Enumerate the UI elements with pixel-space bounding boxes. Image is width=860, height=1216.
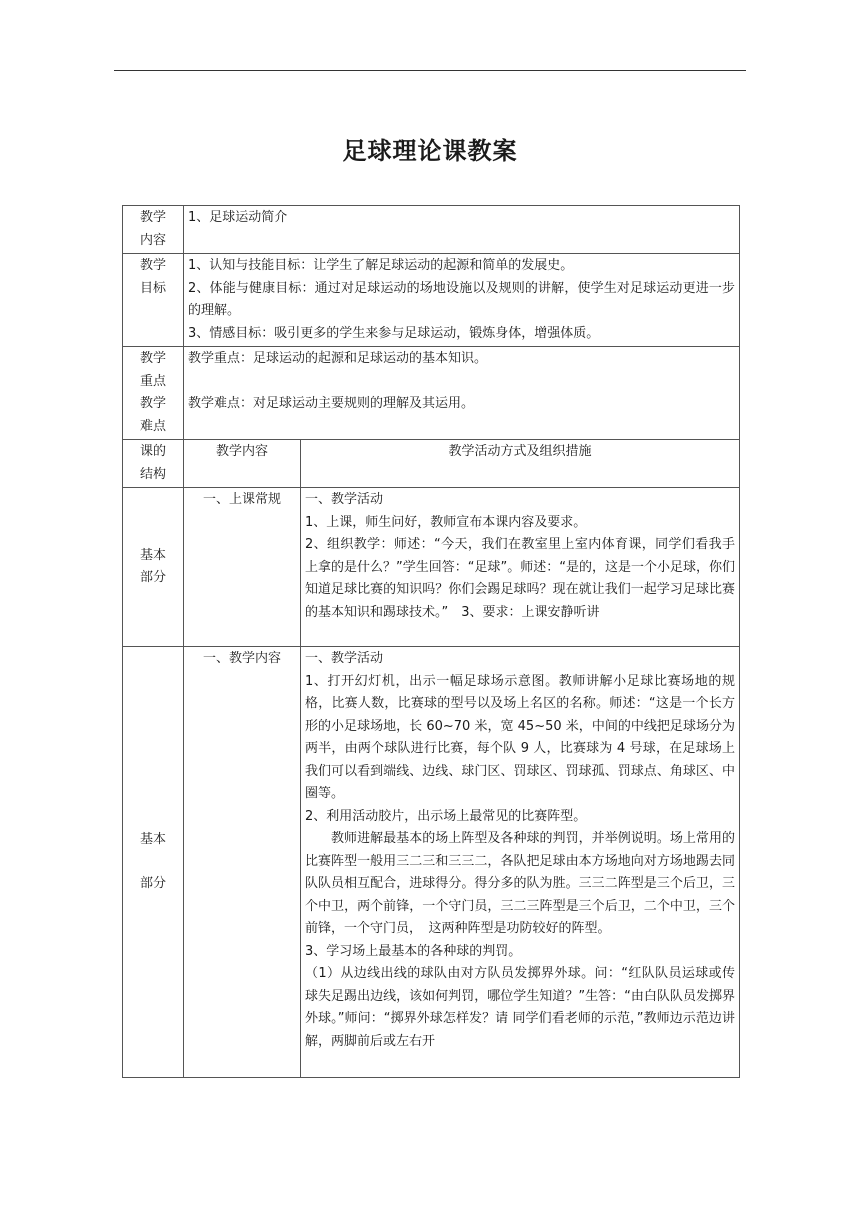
row-teaching-content	[123, 206, 740, 254]
header-teaching-content: 教学内容	[184, 440, 301, 488]
teaching-goals-text	[184, 254, 740, 347]
activity-paragraph: 教师进解最基本的场上阵型及各种球的判罚，并举例说明。场上常用的比赛阵型一般用三二三和三三二，各队把足球由本方场地向对方场地踢去同队队员相互配合，进球得分。得分多的队为胜。三三二阵型是三个后卫，三个中卫，两个前锋，一个守门员，三二三阵型是三个后卫，二个中卫，三个前锋，一个守门员， 这两种阵型是功防较好的阵型。	[305, 831, 735, 936]
activity-class-routine	[301, 488, 740, 647]
activity-teaching-content	[301, 647, 740, 1078]
activity-heading: 一、教学活动	[305, 651, 384, 666]
activity-paragraph: 1、打开幻灯机，出示一幅足球场示意图。教师讲解小足球比赛场地的规格，比赛人数，比赛球的型号以及场上名区的名称。师述：“这是一个长方形的小足球场地，长 60~70 米，宽 45~50 米，中间的中线把足球场分为两半，由两个球队进行比赛，每个队 9 人，比赛球为 4 号球，在足球场上我们可以看到端线、边线、球门区、罚球区、罚球孤、罚球点、角球区、中圈等。	[305, 673, 735, 801]
section-class-routine: 一、上课常规	[184, 488, 301, 647]
lesson-plan-table	[122, 205, 740, 1078]
activity-line: 一、教学活动	[305, 492, 384, 507]
goal-line: 1、认知与技能目标：让学生了解足球运动的起源和简单的发展史。	[188, 258, 574, 273]
goal-line: 3、情感目标：吸引更多的学生来参与足球运动，锻炼身体，增强体质。	[188, 325, 600, 341]
label-key-difficult: 教学 重点 教学 难点	[123, 347, 184, 440]
activity-line: 1、上课，师生问好，教师宣布本课内容及要求。	[305, 514, 587, 530]
label-lesson-structure: 课的 结构	[123, 440, 184, 488]
row-basic-part-1	[123, 488, 740, 647]
difficult-point: 教学难点：对足球运动主要规则的理解及其运用。	[188, 395, 475, 411]
key-point: 教学重点：足球运动的起源和足球运动的基本知识。	[188, 351, 488, 366]
teaching-content-text: 1、足球运动简介	[184, 206, 740, 254]
key-difficult-text	[184, 347, 740, 440]
label-teaching-content: 教学 内容	[123, 206, 184, 254]
page-title: 足球理论课教案	[342, 137, 518, 165]
label-basic-part: 基本 部分	[123, 488, 184, 647]
activity-paragraph: 3、学习场上最基本的各种球的判罚。	[305, 943, 522, 959]
label-basic-part: 基本 部分	[123, 647, 184, 1078]
row-basic-part-2	[123, 647, 740, 1078]
row-key-difficult-points	[123, 347, 740, 440]
activity-paragraph: （1）从边线出线的球队由对方队员发掷界外球。问：“红队队员运球或传球失足踢出边线，该如何判罚，哪位学生知道？”生答：“由白队队员发掷界外球。”师问：“掷界外球怎样发？请 同学们看老师的示范，”教师边示范边讲解，两脚前后或左右开	[305, 966, 735, 1049]
header-activity-methods: 教学活动方式及组织措施	[301, 440, 740, 488]
goal-line: 2、体能与健康目标：通过对足球运动的场地设施以及规则的讲解，使学生对足球运动更进一步的理解。	[188, 280, 735, 318]
section-teaching-content: 一、教学内容	[184, 647, 301, 1078]
activity-line: 2、组织教学：师述：“今天，我们在教室里上室内体育课，同学们看我手上拿的是什么？”学生回答：“足球”。师述：“是的，这是一个小足球，你们知道足球比赛的知识吗？你们会踢足球吗？现在就让我们一起学习足球比赛的基本知识和踢球技术。” 3、要求：上课安静听讲	[305, 537, 735, 620]
activity-paragraph: 2、利用活动胶片，出示场上最常见的比赛阵型。	[305, 808, 587, 824]
row-teaching-goals	[123, 254, 740, 347]
row-structure-header	[123, 440, 740, 488]
header-rule	[114, 70, 746, 71]
label-teaching-goals: 教学 目标	[123, 254, 184, 347]
